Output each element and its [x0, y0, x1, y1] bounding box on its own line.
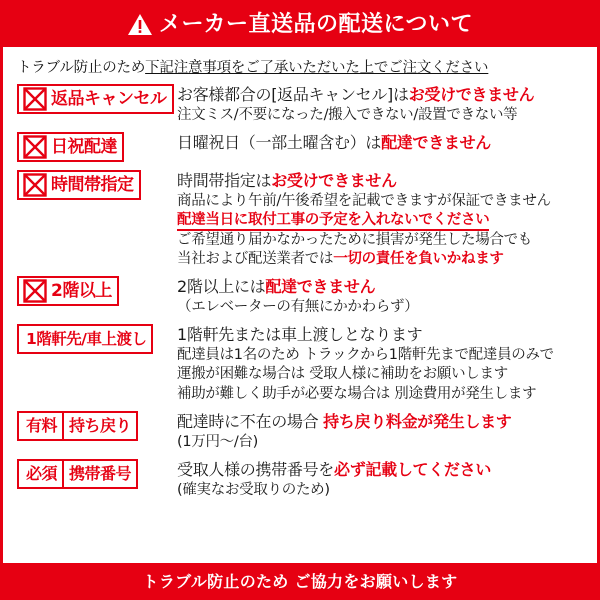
- notice-line: [177, 365, 591, 384]
- notice-tag-wrap: [17, 323, 167, 354]
- notice-tag: [17, 324, 153, 354]
- notice-line: [177, 250, 591, 269]
- notice-text: 配達員は1名のため トラックから1階軒先まで配達員のみで: [177, 347, 554, 364]
- tag-divider: [62, 413, 64, 439]
- notice-text-emphasis: 持ち戻り料金が発生します: [323, 411, 512, 431]
- notice-tag: [17, 84, 174, 114]
- notice-row: [17, 458, 591, 506]
- notice-row: [17, 169, 591, 275]
- warning-triangle-icon: [127, 13, 153, 37]
- notice-line: [177, 276, 591, 298]
- notice-body: [167, 131, 591, 154]
- header-title: メーカー直送品の配送について: [158, 12, 474, 37]
- notice-body: [167, 169, 591, 269]
- notice-line: [177, 231, 591, 250]
- footer-banner: [3, 563, 597, 597]
- notice-text: 受取人様の携帯番号を: [177, 459, 335, 479]
- notice-text: （エレベーターの有無にかかわらず）: [177, 299, 419, 316]
- notice-tag: [17, 132, 124, 162]
- notice-tag-wrap: [17, 131, 167, 163]
- notice-tag-label: 必須: [26, 463, 58, 483]
- notice-row: [17, 410, 591, 458]
- notice-text: お客様都合の[返品キャンセル]は: [177, 85, 409, 104]
- notice-text: 補助が難しく助手が必要な場合は 別途費用が発生します: [177, 385, 537, 402]
- notice-line: [177, 84, 591, 106]
- notice-body: [167, 83, 591, 125]
- notice-tag-wrap: [17, 83, 167, 115]
- notice-line: [177, 346, 591, 365]
- notice-tag-wrap: [17, 169, 167, 201]
- notice-line: [177, 298, 591, 317]
- notice-text: 運搬が困難な場合は 受取人様に補助をお願いします: [177, 366, 508, 383]
- notice-line: [177, 132, 591, 154]
- notice-tag-wrap: [17, 458, 167, 489]
- notice-body: [167, 458, 591, 500]
- notice-text-emphasis: 配達できません: [265, 277, 376, 297]
- notice-text: (1万円〜/台): [177, 433, 259, 450]
- crossed-box-icon: [23, 173, 47, 197]
- notice-tag: [17, 411, 138, 441]
- notice-text-emphasis: 配達当日に取付工事の予定を入れないでください: [177, 212, 489, 231]
- notice-body: [167, 410, 591, 452]
- notice-line: [177, 192, 591, 211]
- notice-tag-label: 時間帯指定: [51, 174, 134, 195]
- notice-tag-wrap: [17, 275, 167, 307]
- header-banner: [3, 3, 597, 47]
- notice-tag: [17, 170, 141, 200]
- notice-text: 日曜祝日（一部土曜含む）は: [177, 133, 382, 153]
- notice-text: ご希望通り届かなかったために損害が発生した場合でも: [177, 231, 532, 248]
- crossed-box-icon: [23, 279, 47, 303]
- subheading: [3, 47, 597, 83]
- subheading-underlined: 下記注意事項をご了承いただいた上でご注文ください: [145, 60, 489, 76]
- notice-body: [167, 323, 591, 404]
- notice-line: [177, 459, 591, 481]
- notice-line: [177, 170, 591, 192]
- notice-tag-label: 1階軒先/車上渡し: [26, 329, 147, 348]
- notice-line: [177, 324, 591, 346]
- notice-text-emphasis: 必ず記載してください: [334, 459, 492, 479]
- footer-text: トラブル防止のため ご協力をお願いします: [142, 571, 458, 591]
- notice-tag-label: 日祝配達: [51, 136, 117, 157]
- notice-text-emphasis: お受けできません: [271, 171, 397, 191]
- notice-tag-wrap: [17, 410, 167, 441]
- notice-text: 1階軒先または車上渡しとなります: [177, 325, 423, 345]
- notice-line: [177, 411, 591, 433]
- notice-tag-label: 返品キャンセル: [51, 88, 167, 109]
- notice-line: [177, 385, 591, 404]
- notice-tag: [17, 459, 138, 489]
- notice-line: [177, 106, 591, 125]
- notice-tag: [17, 276, 119, 306]
- notice-text: 当社および配送業者では: [177, 251, 334, 268]
- tag-divider: [62, 461, 64, 487]
- notice-tag-label-secondary: 携帯番号: [69, 463, 132, 483]
- notice-text: 注文ミス/不要になった/搬入できない/設置できない等: [177, 106, 518, 123]
- notice-body: [167, 275, 591, 317]
- notice-tag-label-secondary: 持ち戻り: [69, 415, 132, 435]
- notice-row: [17, 323, 591, 410]
- notice-text-emphasis: 一切の責任を負いかねます: [333, 251, 504, 268]
- notice-tag-label: 有料: [26, 415, 58, 435]
- notice-text: 時間帯指定は: [177, 171, 272, 191]
- notice-row: [17, 131, 591, 169]
- notice-text: 配達時に不在の場合: [177, 411, 324, 431]
- notice-text-emphasis: お受けできません: [408, 85, 535, 104]
- crossed-box-icon: [23, 87, 47, 111]
- notice-row: [17, 275, 591, 323]
- notice-rows: [3, 83, 597, 563]
- notice-tag-label: 2階以上: [51, 280, 112, 301]
- notice-text: (確実なお受取りのため): [177, 481, 330, 498]
- notice-row: [17, 83, 591, 131]
- notice-line: [177, 433, 591, 452]
- notice-text-emphasis: 配達できません: [381, 133, 492, 153]
- notice-line: [177, 211, 591, 231]
- notice-line: [177, 481, 591, 500]
- notice-text: 商品により午前/午後希望を記載できますが保証できません: [177, 192, 551, 209]
- subheading-lead: トラブル防止のため: [17, 60, 146, 76]
- notice-text: 2階以上には: [177, 277, 266, 297]
- crossed-box-icon: [23, 135, 47, 159]
